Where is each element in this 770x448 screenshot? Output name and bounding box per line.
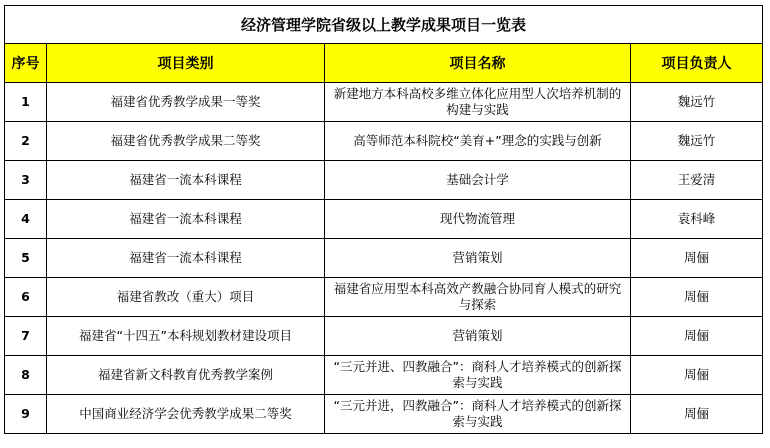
row-index: 5 [5,239,47,278]
row-index: 7 [5,317,47,356]
achievement-table [4,5,763,434]
row-category: 福建省一流本科课程 [47,239,325,278]
row-name: 福建省应用型本科高效产教融合协同育人模式的研究与探索 [325,278,631,317]
row-category: 福建省优秀教学成果二等奖 [47,122,325,161]
achievement-table-container [4,5,762,434]
row-name: 营销策划 [325,317,631,356]
row-index: 8 [5,356,47,395]
header-category: 项目类别 [47,44,325,83]
row-owner: 袁科峰 [631,200,763,239]
header-row [5,44,763,83]
table-row [5,83,763,122]
header-name: 项目名称 [325,44,631,83]
table-row [5,317,763,356]
row-name: “三元并进，四教融合”：商科人才培养模式的创新探索与实践 [325,395,631,434]
table-row [5,356,763,395]
header-index: 序号 [5,44,47,83]
row-category: 福建省新文科教育优秀教学案例 [47,356,325,395]
row-owner: 周俪 [631,395,763,434]
row-category: 福建省优秀教学成果一等奖 [47,83,325,122]
row-index: 2 [5,122,47,161]
row-index: 6 [5,278,47,317]
title-row [5,6,763,44]
row-owner: 王爱清 [631,161,763,200]
row-name: “三元并进、四教融合”：商科人才培养模式的创新探索与实践 [325,356,631,395]
table-title: 经济管理学院省级以上教学成果项目一览表 [5,6,763,44]
header-owner: 项目负责人 [631,44,763,83]
table-row [5,122,763,161]
row-index: 9 [5,395,47,434]
row-name: 高等师范本科院校“美育+”理念的实践与创新 [325,122,631,161]
row-category: 福建省教改（重大）项目 [47,278,325,317]
row-category: 中国商业经济学会优秀教学成果二等奖 [47,395,325,434]
row-owner: 周俪 [631,239,763,278]
row-owner: 周俪 [631,317,763,356]
row-category: 福建省一流本科课程 [47,161,325,200]
table-row [5,161,763,200]
table-row [5,278,763,317]
row-owner: 周俪 [631,356,763,395]
row-index: 3 [5,161,47,200]
row-category: 福建省一流本科课程 [47,200,325,239]
table-row [5,239,763,278]
row-name: 现代物流管理 [325,200,631,239]
row-name: 营销策划 [325,239,631,278]
row-index: 1 [5,83,47,122]
row-index: 4 [5,200,47,239]
row-category: 福建省“十四五”本科规划教材建设项目 [47,317,325,356]
table-row [5,200,763,239]
table-row [5,395,763,434]
row-owner: 魏远竹 [631,122,763,161]
row-name: 基础会计学 [325,161,631,200]
row-owner: 魏远竹 [631,83,763,122]
row-name: 新建地方本科高校多维立体化应用型人次培养机制的构建与实践 [325,83,631,122]
row-owner: 周俪 [631,278,763,317]
